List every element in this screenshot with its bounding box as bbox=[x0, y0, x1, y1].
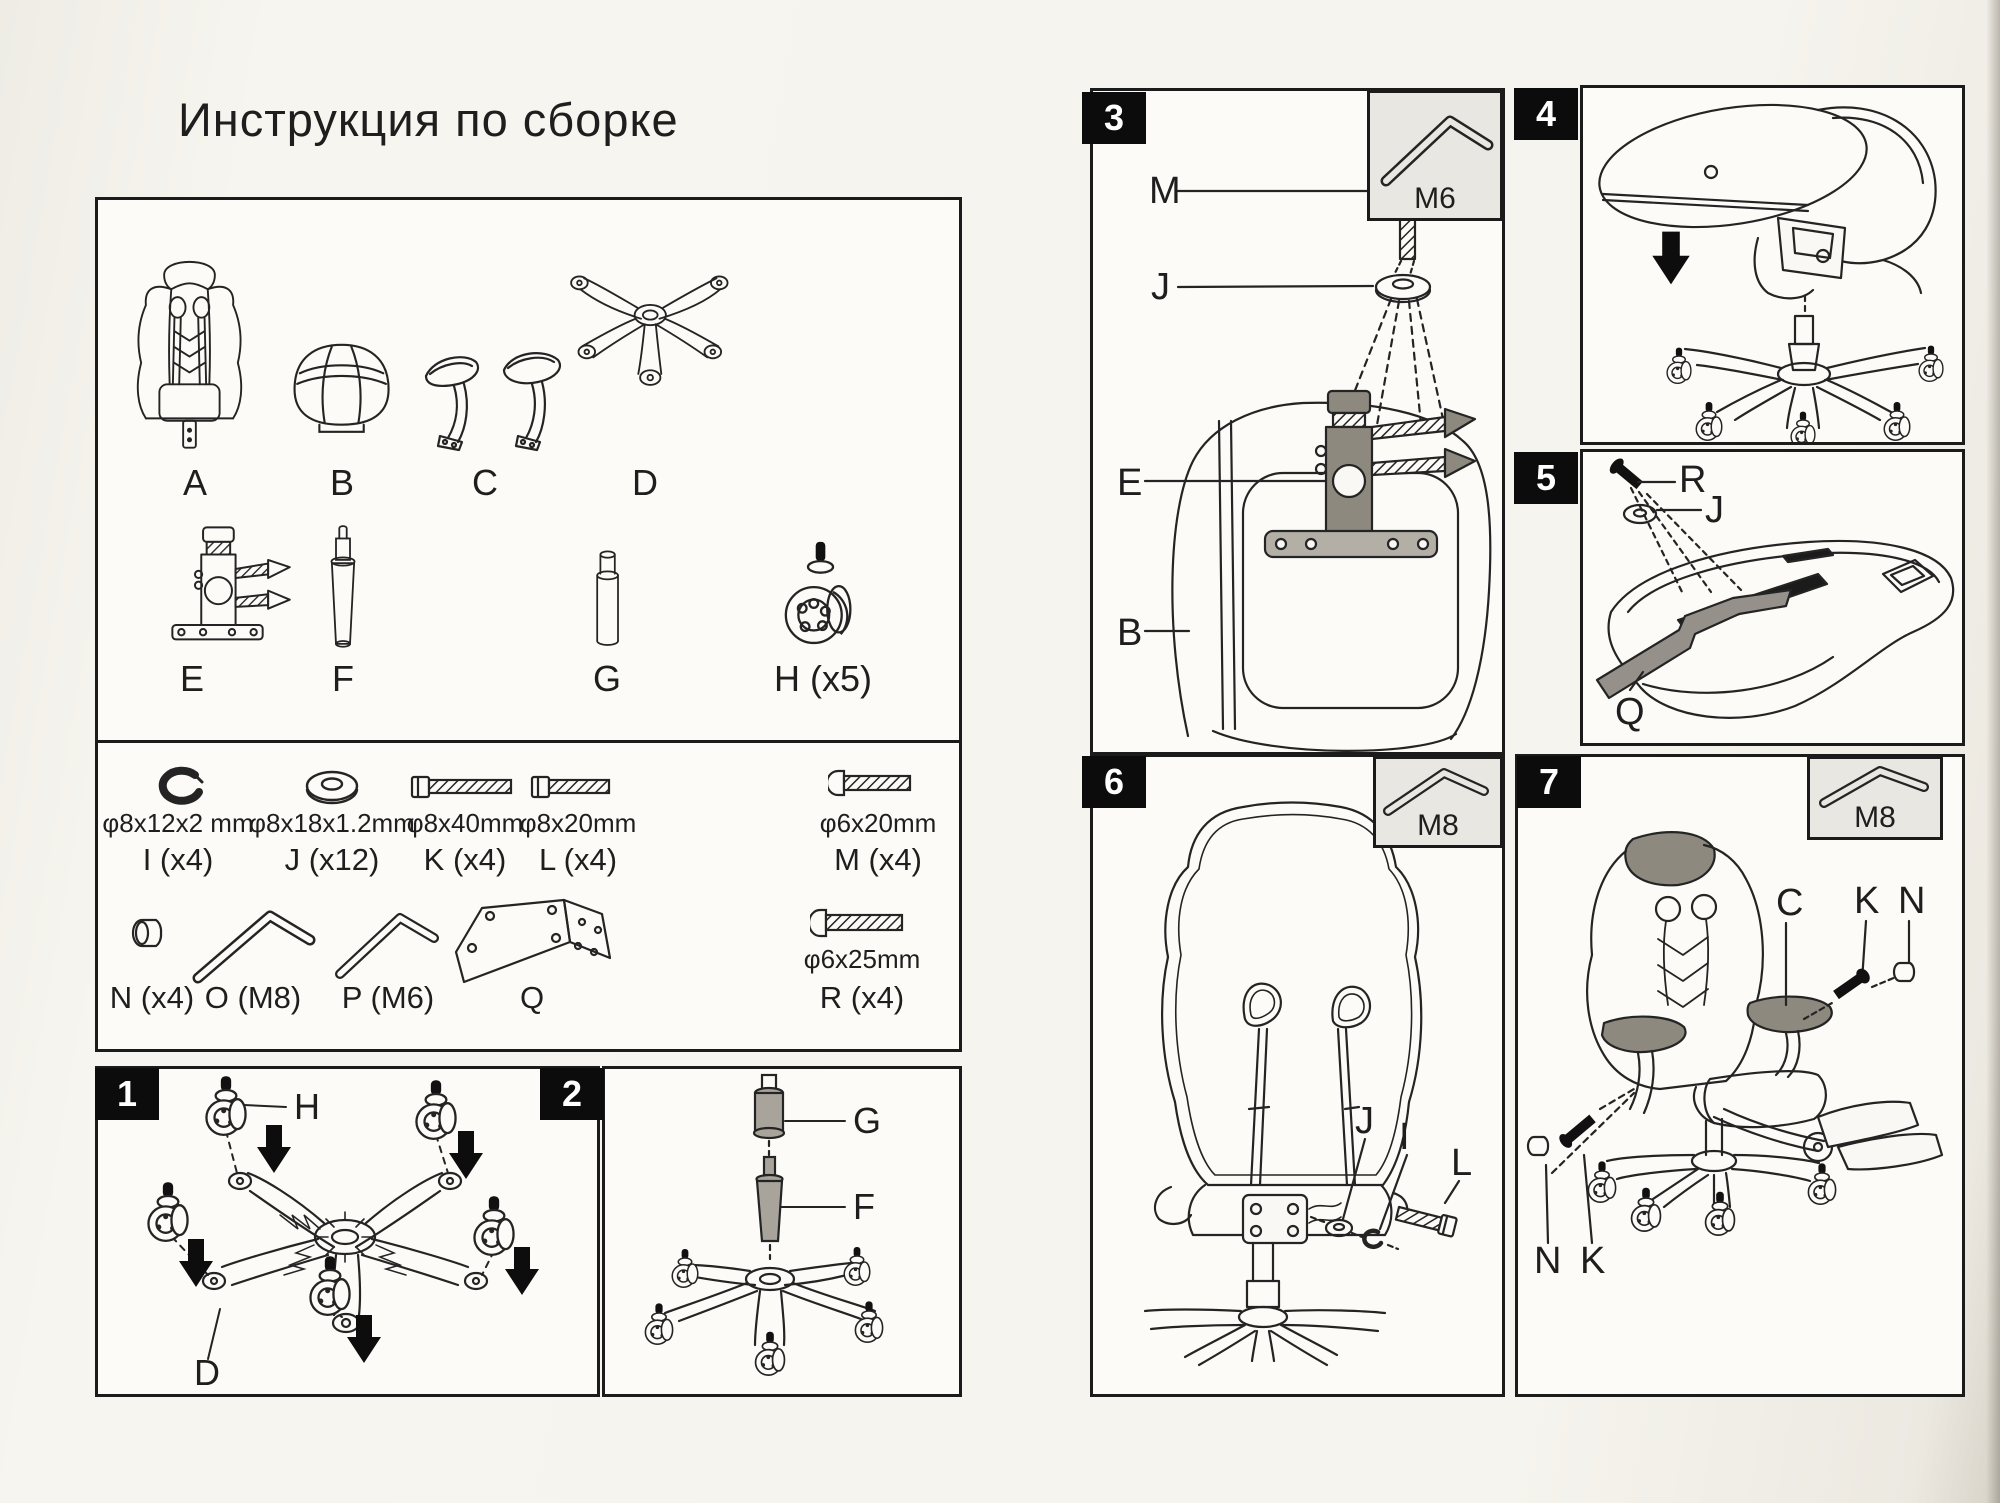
flat-washer-icon bbox=[300, 764, 364, 812]
step3-tool-label: M6 bbox=[1414, 182, 1456, 215]
step7-label-k: K bbox=[1854, 880, 1880, 922]
hardware-size-j: φ8x18x1.2mm bbox=[249, 808, 415, 838]
step2-number: 2 bbox=[540, 1068, 604, 1120]
part-label-g: G bbox=[592, 658, 621, 699]
hardware-size-i: φ8x12x2 mm bbox=[102, 808, 254, 838]
allen-key-o-icon bbox=[186, 892, 321, 992]
step2-diagram bbox=[605, 1069, 959, 1394]
step7-box bbox=[1515, 754, 1965, 1397]
step5-diagram bbox=[1583, 452, 1962, 743]
step6-tool-label: M8 bbox=[1417, 809, 1459, 842]
hardware-label-o: O (M8) bbox=[204, 980, 302, 1015]
part-label-e: E bbox=[179, 658, 204, 699]
step3-number: 3 bbox=[1082, 92, 1146, 144]
hardware-label-p: P (M6) bbox=[341, 980, 435, 1015]
step6-number: 6 bbox=[1082, 756, 1146, 808]
bolt-k-icon bbox=[408, 770, 523, 804]
bolt-r-icon bbox=[810, 906, 914, 940]
step1-number: 1 bbox=[95, 1068, 159, 1120]
step4-number: 4 bbox=[1514, 88, 1578, 140]
step7-tool-inset bbox=[1807, 756, 1943, 840]
mechanism-part-icon bbox=[152, 522, 302, 662]
step5-label-q: Q bbox=[1615, 691, 1645, 733]
step4-box bbox=[1580, 85, 1965, 445]
step2-label-f: F bbox=[853, 1186, 875, 1227]
part-label-h: H (x5) bbox=[774, 658, 872, 699]
step2-label-g: G bbox=[853, 1100, 882, 1141]
parts-hardware-divider bbox=[98, 740, 959, 743]
step3-tool-inset bbox=[1367, 90, 1503, 221]
hardware-size-k: φ8x40mm bbox=[406, 808, 524, 838]
armrests-part-icon bbox=[420, 335, 570, 455]
step5-box bbox=[1580, 449, 1965, 746]
part-label-d: D bbox=[632, 462, 658, 503]
step6-tool-inset bbox=[1373, 756, 1503, 848]
step6-label-i: I bbox=[1399, 1116, 1410, 1158]
allen-key-m6-icon bbox=[1370, 93, 1500, 193]
hardware-label-m: M (x4) bbox=[834, 842, 922, 877]
step6-box bbox=[1090, 754, 1505, 1397]
step7-label-k2: K bbox=[1580, 1240, 1606, 1282]
allen-key-p-icon bbox=[330, 898, 442, 986]
step1-label-d: D bbox=[194, 1352, 220, 1393]
step6-diagram bbox=[1093, 757, 1502, 1394]
hardware-size-l: φ8x20mm bbox=[519, 808, 637, 838]
caster-part-icon bbox=[775, 538, 867, 668]
step6-label-l: L bbox=[1451, 1142, 1473, 1184]
step7-label-n2: N bbox=[1534, 1240, 1562, 1282]
hardware-label-q: Q bbox=[519, 980, 545, 1015]
step7-tool-label: M8 bbox=[1854, 801, 1896, 834]
step6-label-j: J bbox=[1355, 1100, 1374, 1142]
part-label-c: C bbox=[472, 462, 498, 503]
step3-label-b: B bbox=[1117, 612, 1143, 654]
hardware-label-j: J (x12) bbox=[284, 842, 380, 877]
step5-label-r: R bbox=[1679, 459, 1707, 501]
step1-diagram bbox=[98, 1069, 597, 1394]
step7-label-n: N bbox=[1898, 880, 1926, 922]
hardware-size-r: φ6x25mm bbox=[803, 944, 921, 974]
step1-box bbox=[95, 1066, 600, 1397]
page-title: Инструкция по сборке bbox=[178, 93, 679, 146]
hardware-label-k: K (x4) bbox=[423, 842, 507, 877]
cap-n-icon bbox=[128, 912, 176, 954]
bolt-m-icon bbox=[828, 768, 924, 798]
part-label-a: A bbox=[182, 462, 207, 503]
step3-label-j: J bbox=[1151, 266, 1170, 308]
step1-label-h: H bbox=[294, 1086, 320, 1127]
step7-number: 7 bbox=[1517, 756, 1581, 808]
hardware-label-l: L (x4) bbox=[538, 842, 618, 877]
base-part-icon bbox=[560, 258, 735, 396]
seat-part-icon bbox=[282, 336, 402, 438]
step7-diagram bbox=[1518, 757, 1962, 1394]
hardware-label-n: N (x4) bbox=[109, 980, 195, 1015]
step5-number: 5 bbox=[1514, 452, 1578, 504]
spring-washer-icon bbox=[148, 762, 210, 814]
backrest-part-icon bbox=[122, 248, 257, 458]
step4-diagram bbox=[1583, 88, 1962, 442]
step2-box bbox=[602, 1066, 962, 1397]
step5-label-j: J bbox=[1705, 489, 1724, 531]
scan-edge-shadow bbox=[1986, 0, 2000, 1503]
part-label-b: B bbox=[329, 462, 354, 503]
part-label-f: F bbox=[332, 658, 354, 699]
step3-label-m: M bbox=[1149, 170, 1181, 212]
hardware-size-m: φ6x20mm bbox=[819, 808, 937, 838]
cover-part-icon bbox=[578, 545, 638, 657]
hardware-label-r: R (x4) bbox=[819, 980, 905, 1015]
gas-lift-part-icon bbox=[312, 522, 374, 662]
hardware-label-i: I (x4) bbox=[142, 842, 214, 877]
step7-label-c: C bbox=[1776, 882, 1804, 924]
bolt-l-icon bbox=[528, 770, 626, 804]
step3-label-e: E bbox=[1117, 462, 1143, 504]
